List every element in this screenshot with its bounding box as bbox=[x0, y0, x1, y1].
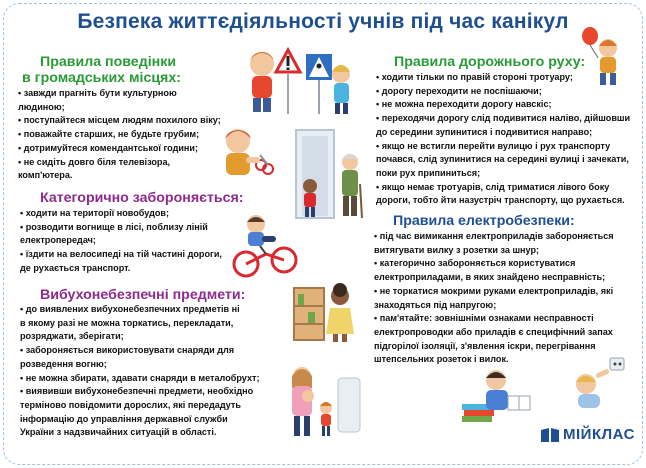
logo bbox=[540, 426, 635, 443]
list-item: • пам'ятайте: зовнішніми ознаками несправності bbox=[374, 313, 594, 324]
list-item: розряджати, зберігати; bbox=[20, 331, 124, 342]
boy-reading-icon bbox=[458, 366, 536, 424]
list-item: України з надзвичайних ситуацій в області. bbox=[20, 427, 217, 438]
list-item: дороги, тобто йти назустріч транспорту, що рухається. bbox=[376, 195, 625, 206]
list-item: • дорогу переходити не поспішаючи; bbox=[376, 85, 542, 96]
list-item: в якому разі не можна торкатись, перекладати, bbox=[20, 317, 234, 328]
list-item: почався, слід зупинитися на середині вулиці і зачекати, bbox=[376, 154, 629, 165]
list-item: • завжди прагніть бути культурною bbox=[18, 88, 177, 98]
list-item: • не сидіть довго біля телевізора, bbox=[18, 156, 171, 167]
list-item: поки рух припиниться; bbox=[376, 167, 481, 178]
elevator-elderly-icon bbox=[292, 128, 366, 220]
fallen-bicycle-icon bbox=[226, 210, 302, 280]
list-item: • дотримуйтеся комендантської години; bbox=[18, 142, 199, 153]
list-item: • забороняється використовувати снаряди для bbox=[20, 345, 235, 356]
mother-child-icon bbox=[280, 364, 366, 438]
list-item: до середини зупинитися і подивитися направо; bbox=[376, 126, 593, 137]
list-item: • поступайтеся місцем людям похилого віку; bbox=[18, 115, 221, 126]
boy-warning-sign-icon bbox=[240, 44, 355, 116]
road-heading: Правила дорожнього руху: bbox=[394, 54, 586, 70]
girl-scissors-icon bbox=[216, 125, 276, 183]
list-item: електропередач; bbox=[20, 235, 96, 246]
list-item: електроприладами, в яких знайдено несправність; bbox=[374, 272, 606, 283]
list-item: • їздити на велосипеді на тій частині дороги, bbox=[20, 249, 222, 260]
list-item: • не торкатися мокрими руками електроприладів, які bbox=[374, 285, 614, 296]
list-item: штепсельних розеток і вилок. bbox=[374, 354, 509, 365]
list-item: людиною; bbox=[18, 101, 65, 112]
forbidden-list bbox=[20, 207, 222, 276]
logo-book-icon bbox=[540, 427, 560, 443]
list-item: де рухається транспорт. bbox=[20, 262, 131, 273]
list-item: • ходити тільки по правій стороні тротуару; bbox=[376, 72, 573, 82]
list-item: комп'ютера. bbox=[18, 170, 73, 181]
baby-outlet-icon bbox=[568, 354, 636, 416]
list-item: • виявивши вибухонебезпечні предмети, необхідно bbox=[20, 386, 254, 397]
electric-heading: Правила електробезпеки: bbox=[393, 213, 575, 229]
list-item: • не можна збирати, здавати снаряди в металобрухт; bbox=[20, 372, 260, 383]
list-item: терміново повідомити дорослих, які передадуть bbox=[20, 399, 241, 410]
explosive-list bbox=[20, 303, 260, 440]
list-item: розведення вогню; bbox=[20, 358, 107, 369]
list-item: • переходячи дорогу слід подивитися наліво, дійшовши bbox=[376, 113, 631, 124]
electric-list bbox=[374, 230, 614, 367]
list-item: • ходити на території новобудов; bbox=[20, 208, 170, 218]
list-item: • не можна переходити дорогу навскіс; bbox=[376, 99, 552, 110]
behavior-list bbox=[18, 87, 221, 183]
logo-text: МІЙКЛАС bbox=[563, 426, 635, 443]
list-item: • категорично забороняється користуватися bbox=[374, 258, 576, 269]
list-item: витягувати вилку з розетки за шнур; bbox=[374, 244, 540, 255]
list-item: • якщо немає тротуарів, слід триматися лівого боку bbox=[376, 181, 610, 192]
page-title: Безпека життєдіяльності учнів під час канікул bbox=[77, 10, 569, 33]
list-item: • розводити вогнище в лісі, поблизу ліній bbox=[20, 221, 208, 232]
list-item: інформацію до управління державної служби bbox=[20, 413, 228, 424]
behavior-heading-line2: в громадських місцях: bbox=[22, 70, 181, 86]
explosive-heading: Вибухонебезпечні предмети: bbox=[40, 287, 246, 303]
list-item: • під час вимикання електроприладів забороняється bbox=[374, 231, 614, 241]
behavior-heading-line1: Правила поведінки bbox=[40, 54, 177, 70]
list-item: знаходяться під напругою; bbox=[374, 299, 497, 310]
boy-balloon-icon bbox=[578, 26, 628, 86]
list-item: • до виявлених вибухонебезпечних предметів ні bbox=[20, 304, 240, 314]
list-item: електропроводки або приладів є специфічний запах bbox=[374, 326, 613, 337]
list-item: підгорілої ізоляції, з'явлення іскри, перегрівання bbox=[374, 340, 596, 351]
forbidden-heading: Категорично забороняється: bbox=[40, 190, 244, 206]
girl-shelf-icon bbox=[292, 282, 356, 344]
list-item: • поважайте старших, не будьте грубим; bbox=[18, 129, 200, 140]
list-item: • якщо не встигли перейти вулицю і рух транспорту bbox=[376, 140, 611, 151]
road-list bbox=[376, 71, 630, 208]
